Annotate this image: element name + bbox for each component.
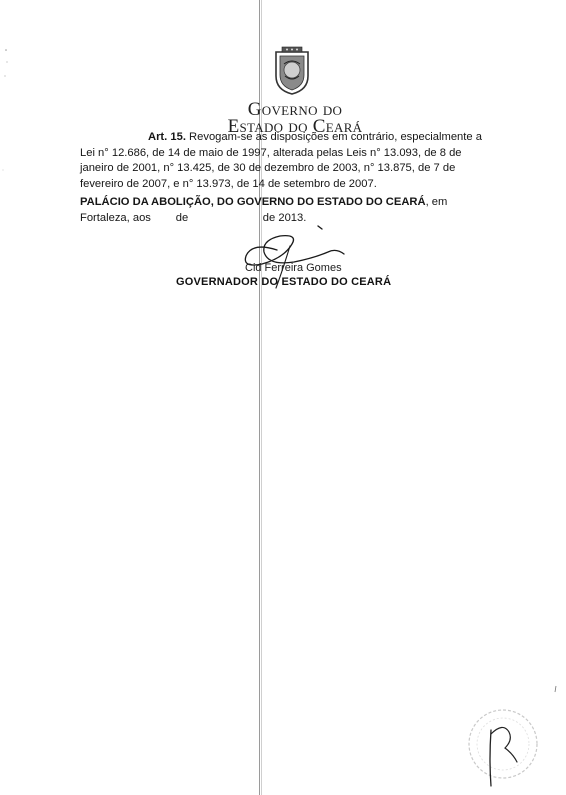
- signatory-role: GOVERNADOR DO ESTADO DO CEARÁ: [176, 276, 392, 288]
- article-text-line-4: fevereiro de 2007, e n° 13.973, de 14 de setembro de 2007.: [80, 177, 377, 190]
- article-15-paragraph: [80, 130, 506, 192]
- closing-line-1-rest: , em: [425, 196, 448, 208]
- article-text-line-1: Revogam-se as disposições em contrário, especialmente a: [185, 131, 482, 143]
- palace-heading: PALÁCIO DA ABOLIÇÃO, DO GOVERNO DO ESTADO DO CEARÁ: [80, 196, 426, 208]
- article-text-line-3: janeiro de 2001, n° 13.425, de 30 de dezembro de 2003, n° 13.875, de 7 de: [80, 162, 456, 174]
- header-government: Governo do: [247, 99, 343, 120]
- page-stamp-initials: [455, 700, 545, 792]
- header-state: Estado do Ceará: [227, 116, 363, 137]
- signatory-name: Cid Ferreira Gomes: [245, 262, 342, 274]
- state-coat-of-arms-icon: [272, 46, 312, 96]
- closing-line-2: Fortaleza, aos de de 2013.: [80, 211, 307, 224]
- article-text-line-2: Lei n° 12.686, de 14 de maio de 1997, alterada pelas Leis n° 13.093, de 8 de: [80, 146, 462, 159]
- article-label: Art. 15.: [148, 131, 186, 143]
